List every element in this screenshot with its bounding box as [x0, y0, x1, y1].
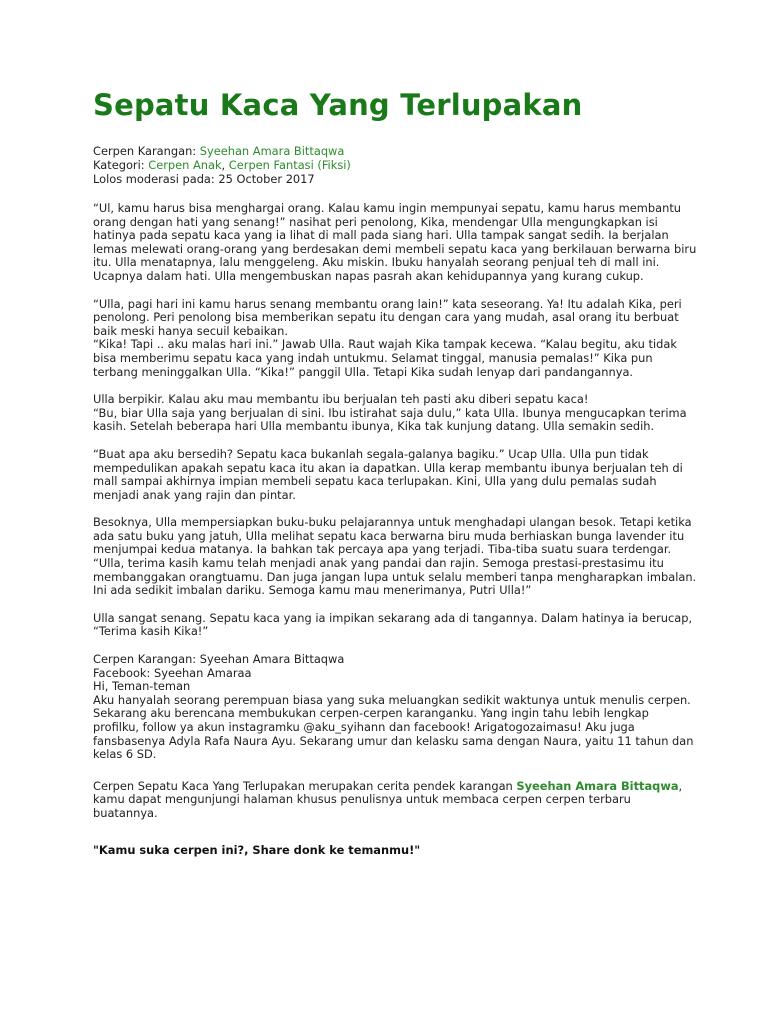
story-body	[93, 202, 698, 639]
story-paragraph-line: Ulla berpikir. Kalau aku mau membantu ibu berjualan teh pasti aku diberi sepatu kaca!	[93, 392, 589, 407]
story-paragraph	[93, 298, 698, 380]
story-paragraph	[93, 612, 698, 639]
closing-suffix: , kamu dapat mengunjungi halaman khusus penulisnya untuk membaca cerpen cerpen terbaru buatannya.	[93, 778, 683, 820]
share-prompt: "Kamu suka cerpen ini?, Share donk ke temanmu!"	[93, 842, 421, 857]
story-paragraph-line: “Ulla, terima kasih kamu telah menjadi anak yang pandai dan rajin. Semoga prestasi-prestasimu itu membanggakan orangtuamu. Dan juga jangan lupa untuk selalu memberi tanpa mengharapkan imbalan. Ini ada sedikit imbalan dariku. Semoga kamu mau menerimanya, Putri Ulla!”	[93, 556, 697, 598]
story-paragraph-line: “Buat apa aku bersedih? Sepatu kaca bukanlah segala-galanya bagiku.” Ucap Ulla. Ulla pun tidak mempedulikan apakah sepatu kaca itu akan ia dapatkan. Ulla kerap membantu ibunya berjualan teh di mall sampai akhirnya impian membeli sepatu kaca terlupakan. Kini, Ulla yang dulu pemalas sudah menjadi anak yang rajin dan pintar.	[93, 446, 683, 502]
author-label: Cerpen Karangan:	[93, 144, 200, 158]
story-paragraph-line: Besoknya, Ulla mempersiapkan buku-buku pelajarannya untuk menghadapi ulangan besok. Tetapi ketika ada satu buku yang jatuh, Ulla melihat sepatu kaca berwarna biru muda berhiaskan bunga lavender itu menjumpai kedua matanya. Ia bahkan tak percaya apa yang terjadi. Tiba-tiba suatu suara terdengar.	[93, 515, 692, 557]
story-paragraph-line: “Bu, biar Ulla saja yang berjualan di sini. Ibu istirahat saja dulu,” kata Ulla. Ibunya mengucapkan terima kasih. Setelah beberapa hari Ulla membantu ibunya, Kika tak kunjung datang. Ulla semakin sedih.	[93, 405, 687, 434]
category-link-anak[interactable]: Cerpen Anak	[148, 158, 222, 172]
author-link[interactable]: Syeehan Amara Bittaqwa	[199, 144, 345, 158]
category-separator: ,	[221, 158, 229, 172]
author-bio-facebook: Facebook: Syeehan Amaraa	[93, 665, 252, 680]
closing-note	[93, 780, 698, 821]
category-link-fantasi[interactable]: Cerpen Fantasi (Fiksi)	[228, 158, 351, 172]
story-paragraph	[93, 393, 698, 434]
author-bio-greeting: Hi, Teman-teman	[93, 679, 191, 694]
closing-prefix: Cerpen Sepatu Kaca Yang Terlupakan merupakan cerita pendek karangan	[93, 778, 517, 793]
author-bio-text: Aku hanyalah seorang perempuan biasa yang suka meluangkan sedikit waktunya untuk menulis cerpen. Sekarang aku berencana membukukan cerpen-cerpen karanganku. Yang ingin tahu lebih lengkap profilku, follow ya akun instagramku @aku_syihann dan facebook! Arigatogozaimasu! Aku juga fansbasenya Adyla Rafa Naura Ayu. Sekarang umur dan kelasku sama dengan Naura, yaitu 11 tahun dan kelas 6 SD.	[93, 692, 694, 762]
category-line	[93, 158, 698, 172]
category-label: Kategori:	[93, 158, 149, 172]
story-meta	[93, 144, 698, 186]
story-paragraph-line: “Ul, kamu harus bisa menghargai orang. Kalau kamu ingin mempunyai sepatu, kamu harus membantu orang dengan hati yang senang!” nasihat peri penolong, Kika, mendengar Ulla mengungkapkan isi hatinya pada sepatu kaca yang ia lihat di mall pada siang hari. Ulla tampak sangat sedih. Ia berjalan lemas melewati orang-orang yang berdesakan demi membeli sepatu kaca yang berkilauan berwarna biru itu. Ulla menatapnya, lalu menggeleng. Aku miskin. Ibuku hanyalah seorang penjual teh di mall ini. Ucapnya dalam hati. Ulla mengembuskan napas pasrah akan kehidupannya yang kurang cukup.	[93, 201, 697, 283]
author-line	[93, 144, 698, 158]
story-paragraph	[93, 448, 698, 502]
moderation-date: Lolos moderasi pada: 25 October 2017	[93, 172, 315, 186]
story-paragraph-line: “Ulla, pagi hari ini kamu harus senang membantu orang lain!” kata seseorang. Ya! Itu adalah Kika, peri penolong. Peri penolong bisa memberikan sepatu itu dengan cara yang mudah, asal orang itu berbuat baik meski hanya secuil kebaikan.	[93, 296, 682, 338]
story-paragraph	[93, 202, 698, 284]
story-paragraph-line: “Kika! Tapi .. aku malas hari ini.” Jawab Ulla. Raut wajah Kika tampak kecewa. “Kalau begitu, aku tidak bisa memberimu sepatu kaca yang indah untukmu. Selamat tinggal, manusia pemalas!” Kika pun terbang meninggalkan Ulla. “Kika!” panggil Ulla. Tetapi Kika sudah lenyap dari pandangannya.	[93, 337, 677, 379]
page-title: Sepatu Kaca Yang Terlupakan	[93, 88, 583, 122]
author-bio-block	[93, 653, 698, 762]
story-paragraph	[93, 516, 698, 598]
author-bio-name: Cerpen Karangan: Syeehan Amara Bittaqwa	[93, 652, 345, 667]
story-paragraph-line: Ulla sangat senang. Sepatu kaca yang ia impikan sekarang ada di tangannya. Dalam hatinya ia berucap, “Terima kasih Kika!”	[93, 610, 693, 639]
closing-author-link[interactable]: Syeehan Amara Bittaqwa	[516, 778, 679, 793]
